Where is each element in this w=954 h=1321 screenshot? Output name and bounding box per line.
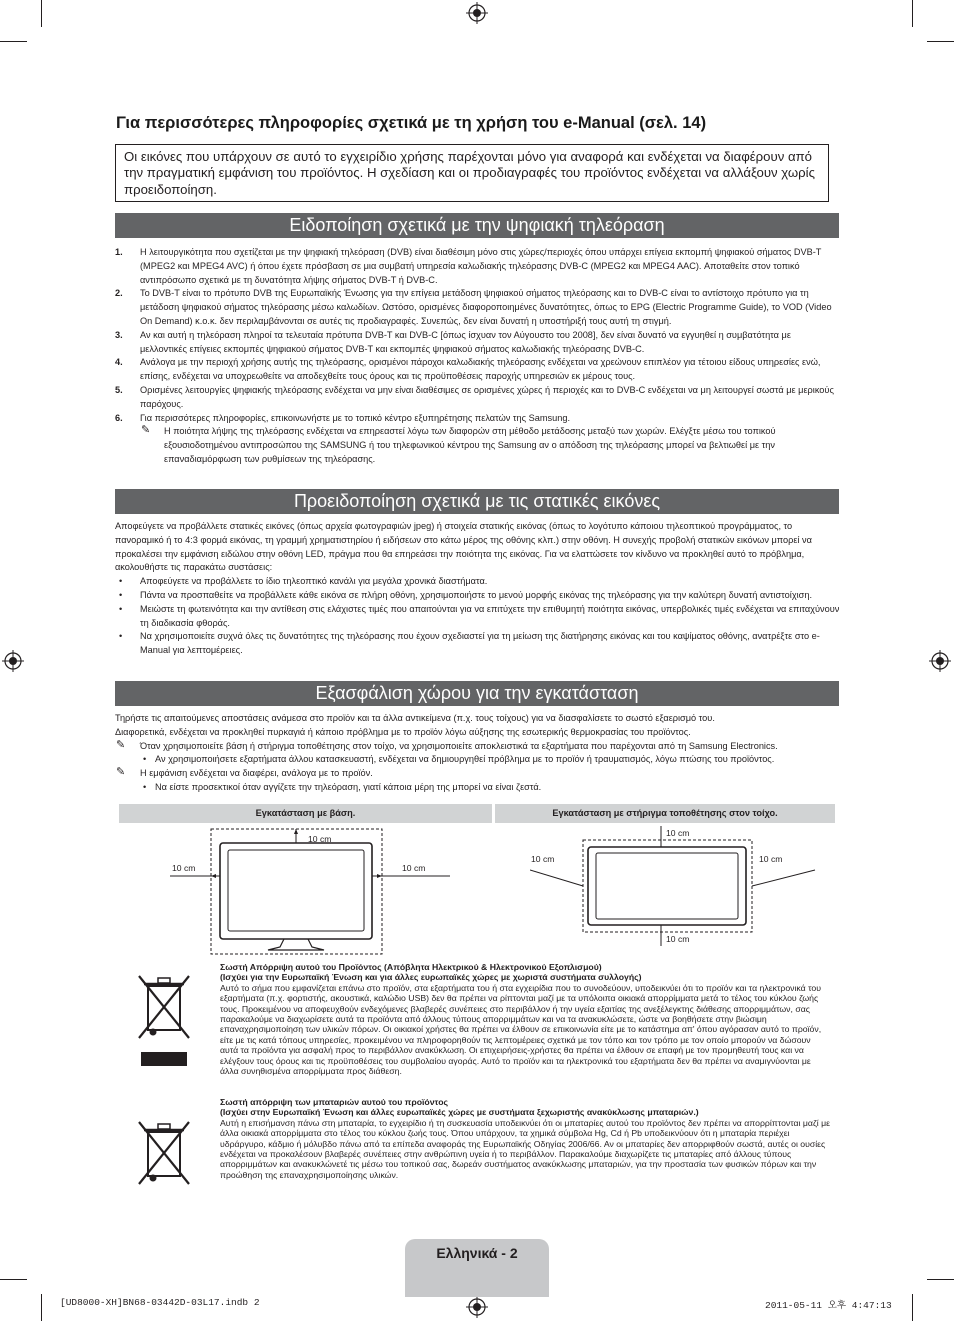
- wall-installation-diagram: [530, 826, 820, 946]
- registration-mark-icon: [2, 650, 24, 672]
- footer-timestamp: 2011-05-11 오후 4:47:13: [765, 1300, 892, 1311]
- note-pencil-icon: ✎: [116, 738, 126, 751]
- list-text: Ορισμένες λειτουργίες ψηφιακής τηλεόρασης ενδέχεται να μην είναι διαθέσιμες σε ορισμένες χώρες ή περιοχές και το DVB-C ενδέχεται να μη λειτουργεί σωστά με μερικούς παρόχους.: [140, 384, 834, 409]
- note-text: Όταν χρησιμοποιείτε βάση ή στήριγμα τοποθέτησης στον τοίχο, να χρησιμοποιείτε αποκλειστικά τα εξαρτήματα που παρέχονται από τη Samsung Electronics.: [140, 740, 778, 751]
- bullet-item: • Πάντα να προσπαθείτε να προβάλλετε κάθε εικόνα σε πλήρη οθόνη, χρησιμοποιήστε το μενού μορφής εικόνας της τηλεόρασης για την καλύτερη δυνατή αντιστοίχιση.: [115, 589, 840, 603]
- stand-installation-label: Εγκατάσταση με βάση.: [119, 804, 492, 823]
- registration-mark-icon: [466, 1296, 488, 1318]
- note-item: [115, 767, 840, 781]
- list-item: [115, 412, 840, 426]
- note-text: Η εμφάνιση ενδέχεται να διαφέρει, ανάλογα με το προϊόν.: [140, 768, 373, 779]
- clearance-label: 10 cm: [666, 934, 690, 944]
- list-number: 3.: [115, 329, 123, 340]
- clearance-label: 10 cm: [666, 828, 690, 838]
- list-text: Για περισσότερες πληροφορίες, επικοινωνήστε με το τοπικό κέντρο εξυπηρέτησης πελατών της Samsung.: [140, 412, 571, 423]
- wall-installation-label: Εγκατάσταση με στήριγμα τοποθέτησης στον τοίχο.: [495, 804, 835, 823]
- note-pencil-icon: ✎: [116, 766, 126, 779]
- page-title: Για περισσότερες πληροφορίες σχετικά με τη χρήση του e-Manual (σελ. 14): [116, 114, 707, 132]
- list-text: Αν και αυτή η τηλεόραση πληροί τα τελευταία πρότυπα DVB-T και DVB-C [όπως ίσχυαν τον Αύγουστο του 2008], δεν είναι δυνατό να εγγυηθεί η συμβατότητα με μελλοντικές επίγειες εκπομπές ψηφιακού σήματος DVB-T και εκπομπές ψηφιακού σήματος καλωδιακής τηλεόρασης DVB-C.: [140, 329, 791, 354]
- list-item: [115, 384, 840, 412]
- bullet-item: • Μειώστε τη φωτεινότητα και την αντίθεση στις ελάχιστες τιμές που απαιτούνται για να επιτύχετε την επιθυμητή ποιότητα εικόνας, υπερβολικές τιμές ενδέχεται να επιταχύνουν τη διαδικασία φθοράς.: [115, 603, 840, 631]
- list-text: Το DVB-T είναι το πρότυπο DVB της Ευρωπαϊκής Ένωσης για την επίγεια μετάδοση ψηφιακού σήματος τηλεόρασης και το DVB-C είναι το αντίστοιχο πρότυπο για τη μετάδοση ψηφιακού σήματος τηλεόρασης μέσω καλωδίων. Ωστόσο, ορισμένες διαφοροποιημένες δυνατότητες, όπως το EPG (Electric Programme Guide), το VOD (Video On Demand) κ.ο.κ. δεν περιλαμβάνονται σε αυτές τις προδιαγραφές. Συνεπώς, δεν είναι δυνατή η υποστήριξή τους αυτή τη στιγμή.: [140, 288, 832, 326]
- clearance-label: 10 cm: [759, 854, 783, 864]
- list-item: [115, 246, 840, 287]
- weee-body: Αυτό το σήμα που εμφανίζεται επάνω στο προϊόν, στα εξαρτήματα του ή στα εγχειρίδια που το συνοδεύουν, υποδεικνύει ότι το προϊόν και τα ηλεκτρονικά του εξαρτήματα (π.χ. φορτιστής, ακουστικά, καλώδιο USB) δεν θα πρέπει να ρίπτονται μαζί με τα υπόλοιπα οικιακά απορρίμματα μετά το τέλος του κύκλου ζωής τους. Προκειμένου να αποφευχθούν ενδεχόμενες βλαβερές συνέπειες στο περιβάλλον ή την υγεία εξαιτίας της ανεξέλεγκτης διάθεσης απορριμμάτων, σας παρακαλούμε να διαχωρίσετε αυτά τα προϊόντα από άλλους τύπους απορριμμάτων και να τα ανακυκλώσετε, ώστε να βοηθήσετε στην βιώσιμη επαναχρησιμοποίηση των υλικών πόρων. Οι οικιακοί χρήστες θα πρέπει να έλθουν σε επικοινωνία είτε με το κατάστημα απ' όπου αγόρασαν αυτό το προϊόν, είτε με τις κατά τόπους υπηρεσίες, προκειμένου να πληροφορηθούν τις λεπτομέρειες σχετικά με τον τόπο και τον τρόπο με τον οποίο μπορούν να δώσουν αυτά τα προϊόντα για ασφαλή προς το περιβάλλον ανακύκλωση. Οι επιχειρήσεις-χρήστες θα πρέπει να έλθουν σε επαφή με τον προμηθευτή τους και να ελέγξουν τους όρους και τις προϋποθέσεις του συμβολαίου αγοράς. Αυτό το προϊόν και τα ηλεκτρονικά του εξαρτήματα δεν θα πρέπει να αναμιγνύονται με άλλα συνηθισμένα απορρίμματα προς διάθεση.: [220, 982, 822, 1077]
- section-heading-still-image: Προειδοποίηση σχετικά με τις στατικές εικόνες: [115, 489, 839, 514]
- page-number: Ελληνικά - 2: [436, 1245, 518, 1261]
- clearance-label: 10 cm: [531, 854, 555, 864]
- installation-paragraph: Διαφορετικά, ενδέχεται να προκληθεί πυρκαγιά ή κάποιο πρόβλημα με το προϊόν λόγω αύξησης της εσωτερικής θερμοκρασίας του προϊόντος.: [115, 726, 691, 737]
- weee-title: Σωστή Απόρριψη αυτού του Προϊόντος (Απόβλητα Ηλεκτρικού & Ηλεκτρονικού Εξοπλισμού): [220, 962, 602, 972]
- footer-file-info: [UD8000-XH]BN68-03442D-03L17.indb 2: [60, 1297, 260, 1308]
- bullet-item: • Αποφεύγετε να προβάλλετε το ίδιο τηλεοπτικό κανάλι για μεγάλα χρονικά διαστήματα.: [115, 575, 840, 589]
- bullet-item: • Να είστε προσεκτικοί όταν αγγίζετε την τηλεόραση, γιατί κάποια μέρη της μπορεί να είναι ζεστά.: [115, 781, 840, 795]
- stand-installation-diagram: [170, 826, 470, 958]
- note-pencil-icon: ✎: [141, 424, 151, 437]
- list-number: 1.: [115, 247, 123, 257]
- clearance-label: 10 cm: [172, 863, 196, 873]
- list-text: Ανάλογα με την περιοχή χρήσης αυτής της τηλεόρασης, ορισμένοι πάροχοι καλωδιακής τηλεόρασης ενδέχεται να χρεώνουν επιπλέον για τέτοιου είδους υπηρεσίες ενώ, επίσης, ενδέχεται να υποχρεωθείτε να αποδεχθείτε τους όρους και τις προϋποθέσεις παροχής υπηρεσιών εκ μέρους τους.: [140, 357, 821, 382]
- still-image-section: [115, 520, 840, 658]
- list-note: [115, 425, 840, 466]
- bullet-item: • Να χρησιμοποιείτε συχνά όλες τις δυνατότητες της τηλεόρασης που έχουν σχεδιαστεί για τη μείωση της διατήρησης εικόνας και του καψίματος οθόνης, ανατρέξτε στο e-Manual για λεπτομέρειες.: [115, 630, 840, 658]
- list-number: 5.: [115, 384, 123, 395]
- battery-subtitle: (Ισχύει στην Ευρωπαϊκή Ένωση και άλλες ευρωπαϊκές χώρες με συστήματα ξεχωριστής ανακύκλωσης μπαταριών.): [220, 1107, 699, 1118]
- still-image-intro: Αποφεύγετε να προβάλλετε στατικές εικόνες (όπως αρχεία φωτογραφιών jpeg) ή στοιχεία στατικής εικόνας (όπως το λογότυπο κάποιου τηλεοπτικού προγράμματος, το πανοραμικό ή το 4:3 φορμά εικόνας, τη γραμμή χρηματιστηρίου ή ειδήσεων στο κάτω μέρος της οθόνης κλπ.) στην οθόνη. Η συνεχής προβολή στατικών εικόνων μπορεί να προκαλέσει την εμφάνιση ειδώλου στην οθόνη LED, πράγμα που θα επηρεάσει την ποιότητα της εικόνας. Για να ελαττώσετε τον κίνδυνο να προκληθεί αυτό το πρόβλημα, ακολουθήστε τις παρακάτω συστάσεις:: [115, 521, 812, 573]
- list-number: 2.: [115, 288, 123, 299]
- note-text: Η ποιότητα λήψης της τηλεόρασης ενδέχεται να επηρεαστεί λόγω των διαφορών στη μέθοδο μετάδοσης μεταξύ των χωρών. Ελέγξτε μέσω του τοπικού εξουσιοδοτημένου αντιπροσώπου της SAMSUNG ή του τηλεφωνικού κέντρου της Samsung αν ο απόδοση της τηλεόρασης μπορεί να βελτιωθεί με την επαναδιαμόρφωση των ρυθμίσεων της τηλεόρασης.: [164, 426, 776, 464]
- battery-body: Αυτή η επισήμανση πάνω στη μπαταρία, το εγχειρίδιο ή τη συσκευασία υποδεικνύει ότι οι μπαταρίες αυτού του προϊόντος δεν πρέπει να απορρίπτονται μαζί με άλλα οικιακά απορρίμματα στο τέλος του κύκλου ζωής τους. Όπου υπάρχουν, τα χημικά σύμβολα Hg, Cd ή Pb υποδεικνύουν ότι η μπαταρία περιέχει υδράργυρο, κάδμιο ή μόλυβδο πάνω από τα επίπεδα αναφοράς της Ευρωπαϊκής Οδηγίας 2006/66. Αν οι μπαταρίες δεν απορριφθούν σωστά, αυτές οι ουσίες ενδέχεται να προκαλέσουν βλαβερές συνέπειες στην ανθρώπινη υγεία ή το περιβάλλον. Παρακαλούμε διαχωρίζετε τις μπαταρίες από άλλους τύπους απορριμμάτων και ανακυκλώνετέ τις μέσω του τοπικού σας, δωρεάν συστήματος ανακύκλωσης μπαταριών, για την προστασία των φυσικών πόρων και την προώθηση της επαναχρησιμοποίησης υλικών.: [220, 1117, 831, 1180]
- note-item: [115, 740, 840, 754]
- crossed-bin-battery-icon: [136, 1118, 192, 1188]
- list-item: [115, 329, 840, 357]
- crossed-bin-icon: [136, 972, 192, 1068]
- digital-tv-list: [115, 246, 840, 467]
- registration-mark-icon: [929, 650, 951, 672]
- list-number: 4.: [115, 357, 123, 368]
- list-number: 6.: [115, 412, 123, 423]
- installation-section: [115, 712, 840, 795]
- list-item: [115, 356, 840, 384]
- disclaimer-box: Οι εικόνες που υπάρχουν σε αυτό το εγχειρίδιο χρήσης παρέχονται μόνο για αναφορά και ενδέχεται να διαφέρουν από την πραγματική εμφάνιση του προϊόντος. Η σχεδίαση και οι προδιαγραφές του προϊόντος ενδέχεται να αλλάξουν χωρίς προειδοποίηση.: [115, 144, 829, 202]
- section-heading-installation-space: Εξασφάλιση χώρου για την εγκατάσταση: [115, 681, 839, 706]
- section-heading-digital-tv: Ειδοποίηση σχετικά με την ψηφιακή τηλεόραση: [115, 213, 839, 238]
- battery-title: Σωστή απόρριψη των μπαταριών αυτού του προϊόντος: [220, 1097, 449, 1107]
- installation-paragraph: Τηρήστε τις απαιτούμενες αποστάσεις ανάμεσα στο προϊόν και τα άλλα αντικείμενα (π.χ. τους τοίχους) για να διασφαλίσετε το σωστό εξαερισμό του.: [115, 713, 715, 723]
- weee-subtitle: (Ισχύει για την Ευρωπαϊκή Ένωση και για άλλες ευρωπαϊκές χώρες με χωριστά συστήματα συλλογής): [220, 972, 642, 983]
- registration-mark-icon: [466, 2, 488, 24]
- clearance-label: 10 cm: [402, 863, 426, 873]
- clearance-label: 10 cm: [308, 834, 332, 844]
- battery-disposal-text: [220, 1097, 830, 1180]
- weee-disposal-text: [220, 962, 830, 1076]
- list-text: Η λειτουργικότητα που σχετίζεται με την ψηφιακή τηλεόραση (DVB) είναι διαθέσιμη μόνο στις χώρες/περιοχές όπου υπάρχει επίγεια εκπομπή ψηφιακού σήματος DVB-T (MPEG2 και MPEG4 AVC) ή όπου έχετε πρόσβαση σε μια συμβατή υπηρεσία καλωδιακής τηλεόρασης DVB-C (MPEG2 και MPEG4 AAC). Αποταθείτε στον τοπικό αντιπρόσωπο σχετικά με τη δυνατότητα λήψης σήματος DVB-T ή DVB-C.: [140, 247, 822, 285]
- bullet-item: • Αν χρησιμοποιήσετε εξαρτήματα άλλου κατασκευαστή, ενδέχεται να δημιουργηθεί πρόβλημα με το προϊόν ή τραυματισμός, λόγω πτώσης του προϊόντος.: [115, 753, 840, 767]
- list-item: [115, 287, 840, 328]
